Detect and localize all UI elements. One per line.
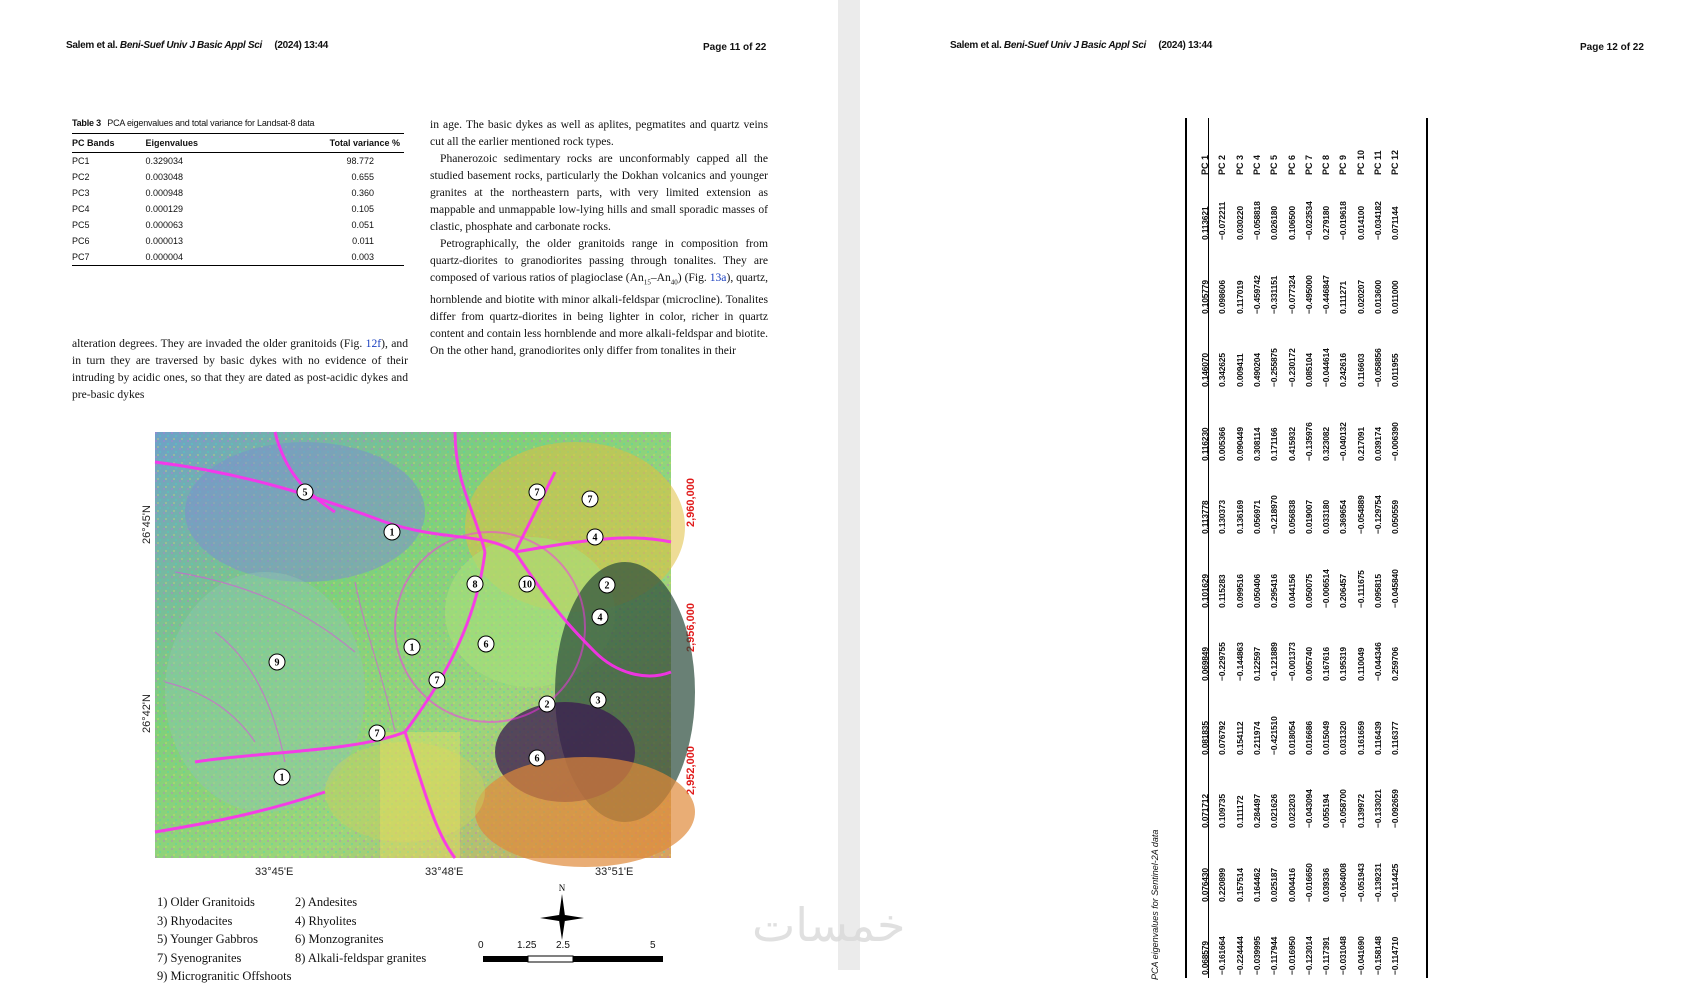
table-cell: 0.116377 (1390, 721, 1401, 755)
table-cell: 0.018054 (1286, 720, 1297, 755)
table-cell: 0.167616 (1321, 647, 1332, 681)
table-cell: 0.050559 (1390, 500, 1401, 534)
table-row (72, 233, 404, 249)
table-header: PC 11 (1373, 150, 1383, 175)
table-cell: 0.005740 (1303, 647, 1314, 681)
table-cell: −0.117944 (1269, 936, 1280, 975)
table-cell: 0.115283 (1217, 574, 1228, 608)
table-header: PC 12 (1390, 149, 1401, 175)
table-cell: −0.129754 (1373, 495, 1383, 534)
map-longitude-label: 33°45'E (255, 866, 294, 878)
table-cell: 0.157514 (1234, 867, 1245, 902)
legend-item: 9) Microgranitic Offshoots (157, 969, 292, 984)
table-cell: 0.000013 (145, 236, 184, 246)
rotated-table-caption: PCA eigenvalues for Sentinel-2A data (1150, 829, 1160, 980)
subscript: 15 (643, 278, 651, 287)
table-cell: 0.019007 (1303, 500, 1314, 534)
table-cell: 0.023203 (1286, 794, 1297, 828)
table-cell: 0.026180 (1269, 206, 1280, 240)
map-unit-marker (539, 696, 555, 712)
map-unit-number: 6 (483, 639, 489, 651)
table-cell: 0.308114 (1251, 427, 1262, 461)
table-cell: 0.085104 (1303, 353, 1314, 387)
table-cell: 0.014100 (1355, 206, 1366, 240)
table-header: PC 10 (1355, 149, 1366, 175)
map-northing-label: 2,960,000 (685, 478, 697, 527)
table-cell: 0.076792 (1217, 720, 1228, 755)
table-cell: 0.111271 (1338, 280, 1349, 314)
table-header: PC 2 (1217, 154, 1228, 175)
table-cell: 0.195319 (1338, 647, 1349, 681)
table-cell: −0.135976 (1303, 421, 1314, 461)
table-cell: PC4 (72, 204, 90, 214)
page-number: Page 12 of 22 (1580, 42, 1644, 53)
table-rule (1208, 118, 1209, 978)
table-cell: 0.039174 (1373, 426, 1383, 461)
table-cell: −0.446847 (1321, 274, 1332, 314)
table-cell: 0.004416 (1286, 867, 1297, 902)
table-cell: −0.006390 (1390, 421, 1401, 461)
table-cell: −0.230172 (1286, 348, 1297, 387)
table-cell: 0.099516 (1234, 573, 1245, 608)
legend-item: 5) Younger Gabbros (157, 932, 259, 947)
map-unit-number: 7 (587, 494, 593, 506)
table-cell: −0.039995 (1251, 936, 1262, 975)
table-header: PC Bands (72, 134, 145, 153)
table-cell: 0.069849 (1200, 647, 1210, 681)
table-cell: 0.211974 (1251, 721, 1262, 755)
table-cell: 0.116603 (1355, 353, 1366, 387)
table-cell: −0.044614 (1321, 348, 1332, 387)
table-cell: 0.090449 (1234, 426, 1245, 461)
table-cell: −0.161664 (1217, 936, 1228, 975)
table-cell: PC2 (72, 172, 90, 182)
table-row (72, 201, 404, 217)
table-cell: PC7 (72, 249, 145, 266)
table-cell: 0.025187 (1269, 867, 1280, 902)
table-cell: 0.139972 (1355, 794, 1366, 828)
left-column-text (72, 335, 408, 403)
map-unit-number: 7 (534, 487, 540, 499)
map-unit-marker (590, 692, 606, 708)
table-cell: 0.011955 (1390, 353, 1401, 387)
table-header: PC 7 (1303, 154, 1314, 175)
map-unit-number: 7 (434, 675, 440, 687)
table-cell: 0.116230 (1200, 427, 1210, 461)
map-unit-marker (384, 524, 400, 540)
table-cell: 0.021626 (1269, 794, 1280, 828)
false-color-composite-map (155, 432, 671, 858)
figure-link[interactable]: 13a (709, 271, 727, 284)
table-cell: 0.011 (352, 236, 374, 246)
map-unit-number: 1 (409, 642, 415, 654)
table-cell: −0.058700 (1338, 789, 1349, 828)
table-cell: 0.242616 (1338, 353, 1349, 387)
running-head (950, 40, 1212, 51)
subscript: 40 (670, 278, 678, 287)
right-column-text (430, 116, 768, 359)
map-unit-marker (369, 725, 385, 741)
table-row (72, 217, 404, 233)
legend-item: 1) Older Granitoids (157, 895, 255, 909)
scale-label: 5 (650, 940, 656, 951)
table-header: PC 1 (1200, 154, 1210, 175)
table-cell: −0.158148 (1373, 936, 1383, 975)
table-cell: 0.111172 (1234, 795, 1245, 828)
page-gutter (838, 0, 860, 970)
map-unit-number: 10 (522, 579, 532, 591)
legend-item: 8) Alkali-feldspar granites (295, 950, 427, 965)
map-unit-marker (429, 672, 445, 688)
table-cell: 0.030220 (1234, 206, 1245, 240)
north-label: N (558, 883, 566, 893)
table-cell: −0.019618 (1338, 201, 1349, 240)
map-unit-marker (582, 491, 598, 507)
table-cell: −0.058856 (1373, 348, 1383, 387)
table-cell: −0.040132 (1338, 421, 1349, 461)
body-text: Petrographically, the older granitoids range in composition from quartz-diorites to granodiorites passing through tonalites. They are composed of various ratios of plagioclase (An (430, 237, 768, 284)
table-cell: 0.000063 (145, 220, 184, 230)
table-label: Table 3 (72, 118, 101, 128)
body-text: ) (Fig. (677, 271, 710, 284)
running-head-authors: Salem et al. (950, 40, 1002, 51)
scale-label: 0 (478, 940, 484, 951)
table-cell: 0.415932 (1286, 426, 1297, 461)
table-cell: 0.055194 (1321, 794, 1332, 828)
table-cell: −0.229755 (1217, 642, 1228, 681)
table-row (72, 185, 404, 201)
running-head-authors: Salem et al. (66, 40, 118, 51)
table-cell: 0.005366 (1217, 426, 1228, 461)
map-unit-marker (274, 769, 290, 785)
table-cell: −0.123014 (1303, 936, 1314, 975)
map-longitude-label: 33°51'E (595, 866, 634, 878)
running-head-journal: Beni-Suef Univ J Basic Appl Sci (1003, 40, 1146, 51)
table-header: PC 3 (1234, 154, 1245, 175)
body-text: ), and in turn they are traversed by basic dykes with no evidence of their intruding by acidic ones, so that they are dated as post-acidic dykes and pre-basic dykes (72, 337, 408, 401)
table-cell: 0.217091 (1355, 426, 1366, 461)
table-cell: 0.164462 (1251, 867, 1262, 902)
table-cell: 0.050075 (1303, 573, 1314, 608)
map-unit-number: 6 (534, 753, 540, 765)
table-cell: 0.161659 (1355, 720, 1366, 755)
table-header: PC 4 (1251, 154, 1262, 175)
running-head-volume: (2024) 13:44 (274, 40, 329, 51)
table-cell: 0.011000 (1390, 280, 1401, 314)
table-cell: −0.117391 (1321, 936, 1332, 975)
table-cell: −0.133021 (1373, 789, 1383, 828)
table-cell: −0.031048 (1338, 936, 1349, 975)
table-cell: 0.095815 (1373, 573, 1383, 608)
table-cell: 0.013600 (1373, 279, 1383, 314)
table-caption (72, 118, 404, 128)
table-cell: −0.144863 (1234, 642, 1245, 681)
map-unit-number: 1 (389, 527, 395, 539)
table-cell: −0.034182 (1373, 201, 1383, 240)
table-cell: PC1 (72, 156, 90, 166)
table-cell: 0.056971 (1251, 500, 1262, 534)
table-cell: 0.000004 (145, 249, 275, 266)
table-cell: −0.045840 (1390, 568, 1401, 608)
table-cell: 0.136169 (1234, 500, 1245, 534)
map-unit-number: 1 (279, 772, 285, 784)
table-cell: 0.105779 (1200, 279, 1210, 314)
body-text: –An (650, 271, 671, 284)
table-cell: 0.154112 (1234, 721, 1245, 755)
table-cell: −0.016650 (1303, 862, 1314, 902)
map-unit-number: 4 (597, 612, 603, 624)
table-cell: 0.056838 (1286, 500, 1297, 534)
table-cell: 0.101629 (1200, 573, 1210, 608)
map-unit-number: 2 (544, 699, 550, 711)
table-rule (1426, 118, 1428, 978)
running-head-volume: (2024) 13:44 (1158, 40, 1213, 51)
table-header: PC 5 (1269, 154, 1280, 175)
table-cell: 0.146070 (1200, 353, 1210, 387)
table-cell: −0.044346 (1373, 642, 1383, 681)
table-cell: −0.054889 (1355, 495, 1366, 534)
map-image (155, 432, 671, 858)
map-northing-label: 2,952,000 (685, 746, 697, 795)
table-row (72, 153, 404, 170)
table-cell: 0.051 (351, 220, 374, 230)
table-cell: −0.092659 (1390, 789, 1401, 828)
table-cell: 0.071712 (1200, 794, 1210, 828)
map-longitude-label: 33°48'E (425, 866, 464, 878)
running-head-journal: Beni-Suef Univ J Basic Appl Sci (119, 40, 262, 51)
table-cell: 0.109735 (1217, 794, 1228, 828)
map-unit-number: 5 (302, 487, 308, 499)
table-cell: 0.000948 (145, 188, 184, 198)
table-cell: −0.041690 (1355, 936, 1366, 975)
table-cell: −0.016950 (1286, 936, 1297, 975)
page-number: Page 11 of 22 (703, 42, 767, 53)
map-unit-marker (529, 484, 545, 500)
map-unit-number: 2 (604, 580, 610, 592)
map-unit-marker (269, 654, 285, 670)
table-cell: 0.009411 (1234, 353, 1245, 387)
table-cell: 0.284497 (1251, 794, 1262, 828)
body-text: alteration degrees. They are invaded the older granitoids (Fig. (72, 337, 366, 350)
table-cell: −0.495000 (1303, 274, 1314, 314)
right-page (860, 0, 1700, 970)
north-arrow-icon (540, 882, 584, 947)
table-cell: −0.121889 (1269, 642, 1280, 681)
table-header: PC 6 (1286, 154, 1297, 175)
table-cell: −0.058818 (1251, 201, 1262, 240)
table-cell: −0.064008 (1338, 862, 1349, 902)
table-cell: PC3 (72, 188, 90, 198)
scale-label: 2.5 (556, 940, 570, 951)
table-cell: −0.023534 (1303, 201, 1314, 240)
table-header: PC 9 (1338, 154, 1349, 175)
legend-item: 4) Rhyolites (295, 913, 357, 928)
map-unit-number: 4 (592, 532, 598, 544)
table-cell: −0.072211 (1217, 201, 1228, 240)
table-cell: 0.039336 (1321, 867, 1332, 902)
table-3 (72, 118, 404, 266)
map-unit-marker (467, 576, 483, 592)
legend-item: 7) Syenogranites (157, 950, 242, 965)
table-cell: 0.031320 (1338, 720, 1349, 755)
table-cell: 0.130373 (1217, 500, 1228, 534)
table-cell: 0.106500 (1286, 206, 1297, 240)
table-cell: PC5 (72, 220, 90, 230)
table-cell: 0.329034 (145, 156, 184, 166)
map-unit-number: 3 (595, 695, 601, 707)
table-cell: 0.360 (351, 188, 374, 198)
table-cell: 0.015049 (1321, 720, 1332, 755)
map-unit-number: 8 (472, 579, 478, 591)
table-cell: −0.001373 (1286, 642, 1297, 681)
body-text: ), quartz, hornblende and biotite with minor alkali-feldspar (microcline). Tonalites differ from quartz-diorites in being lighter in color, richer in quartz content and contain less hornblende and more alkali-feldspar and biotite. On the other hand, granodiorites only differ from tonalites in their (430, 271, 768, 358)
table-cell: 0.081835 (1200, 720, 1210, 755)
table-cell: −0.255875 (1269, 348, 1280, 387)
map-unit-marker (592, 609, 608, 625)
table-cell: −0.077324 (1286, 274, 1297, 314)
paragraph: in age. The basic dykes as well as aplites, pegmatites and quartz veins cut all the earlier mentioned rock types. (430, 118, 768, 148)
table-cell: 0.050406 (1251, 573, 1262, 608)
table-cell: −0.421510 (1269, 715, 1280, 755)
table-cell: 0.071144 (1390, 206, 1401, 240)
table-cell: 0.000129 (145, 204, 184, 214)
table-cell: 0.116439 (1373, 721, 1383, 755)
table-cell: −0.043094 (1303, 789, 1314, 828)
table-cell: 0.206457 (1338, 573, 1349, 608)
map-unit-marker (529, 750, 545, 766)
table-cell: 0.003048 (145, 172, 184, 182)
map-unit-marker (587, 529, 603, 545)
watermark: خمسات (752, 898, 906, 952)
table-row (72, 249, 404, 266)
table-cell: −0.218970 (1269, 495, 1280, 534)
map-latitude-label: 26°42'N (141, 694, 153, 733)
table-cell: 0.016686 (1303, 720, 1314, 755)
map-latitude-label: 26°45'N (141, 505, 153, 544)
table-cell: 0.113778 (1200, 500, 1210, 534)
table-cell: 0.122597 (1251, 647, 1262, 681)
table-cell: 0.369654 (1338, 500, 1349, 534)
table-cell: −0.139231 (1373, 862, 1383, 902)
table-cell: 0.342625 (1217, 353, 1228, 387)
map-unit-number: 7 (374, 728, 380, 740)
table-cell: 0.323082 (1321, 426, 1332, 461)
table-cell: −0.331151 (1269, 275, 1280, 314)
table-cell: −0.006514 (1321, 568, 1332, 608)
running-head (66, 40, 328, 51)
table-cell: −0.224444 (1234, 936, 1245, 975)
table-cell: −0.459742 (1251, 274, 1262, 314)
table-cell: 0.490204 (1251, 353, 1262, 387)
table-cell: −0.114425 (1390, 863, 1401, 902)
table-rule (1185, 118, 1187, 978)
scale-label: 1.25 (517, 940, 537, 951)
table-cell: 0.044156 (1286, 573, 1297, 608)
paragraph: Phanerozoic sedimentary rocks are unconformably capped all the studied basement rocks, particularly the Dokhan volcanics and younger granites at the northeastern parts, with very limited extension as mappable and unmappable low-lying hills and small sporadic masses of clastic, phosphate and carbonate rocks. (430, 152, 768, 233)
table-cell: PC6 (72, 236, 90, 246)
table-cell: 0.113621 (1200, 206, 1210, 240)
figure-link[interactable]: 12f (365, 337, 382, 350)
legend-item: 3) Rhyodacites (157, 913, 233, 928)
table-cell: 0.259706 (1390, 647, 1401, 681)
table-cell: 0.033180 (1321, 500, 1332, 534)
table-cell: 0.003 (275, 249, 404, 266)
table-cell: 98.772 (346, 156, 374, 166)
table-cell: 0.020207 (1355, 279, 1366, 314)
table-row (72, 169, 404, 185)
table-cell: −0.111675 (1355, 569, 1366, 608)
scale-bar (478, 940, 678, 968)
table-cell: 0.295416 (1269, 573, 1280, 608)
map-unit-marker (297, 484, 313, 500)
map-unit-marker (478, 636, 494, 652)
table-cell: 0.655 (351, 172, 374, 182)
table-cell: 0.117019 (1234, 280, 1245, 314)
table-cell: 0.171166 (1269, 427, 1280, 461)
table-cell: 0.105 (351, 204, 374, 214)
map-unit-marker (404, 639, 420, 655)
table-cell: 0.098606 (1217, 279, 1228, 314)
table-cell: 0.220899 (1217, 867, 1228, 902)
map-northing-label: 2,956,000 (685, 603, 697, 652)
table-cell: 0.110049 (1355, 647, 1366, 681)
table-header: Eigenvalues (145, 134, 275, 153)
left-page (0, 0, 838, 984)
table-cell: 0.068579 (1200, 941, 1210, 975)
table-cell: −0.114710 (1390, 936, 1401, 975)
map-unit-number: 9 (274, 657, 280, 669)
table-cell: −0.051943 (1355, 862, 1366, 902)
map-unit-marker (599, 577, 615, 593)
table-header: PC 8 (1321, 154, 1332, 175)
legend-item: 2) Andesites (295, 895, 358, 909)
table-cell: 0.279180 (1321, 206, 1332, 240)
table-header: Total variance % (275, 134, 404, 153)
table-caption-text: PCA eigenvalues and total variance for Landsat-8 data (107, 118, 315, 128)
paragraph (430, 235, 768, 359)
table-cell: 0.076430 (1200, 867, 1210, 902)
map-unit-marker (519, 576, 535, 592)
legend-item: 6) Monzogranites (295, 932, 384, 947)
